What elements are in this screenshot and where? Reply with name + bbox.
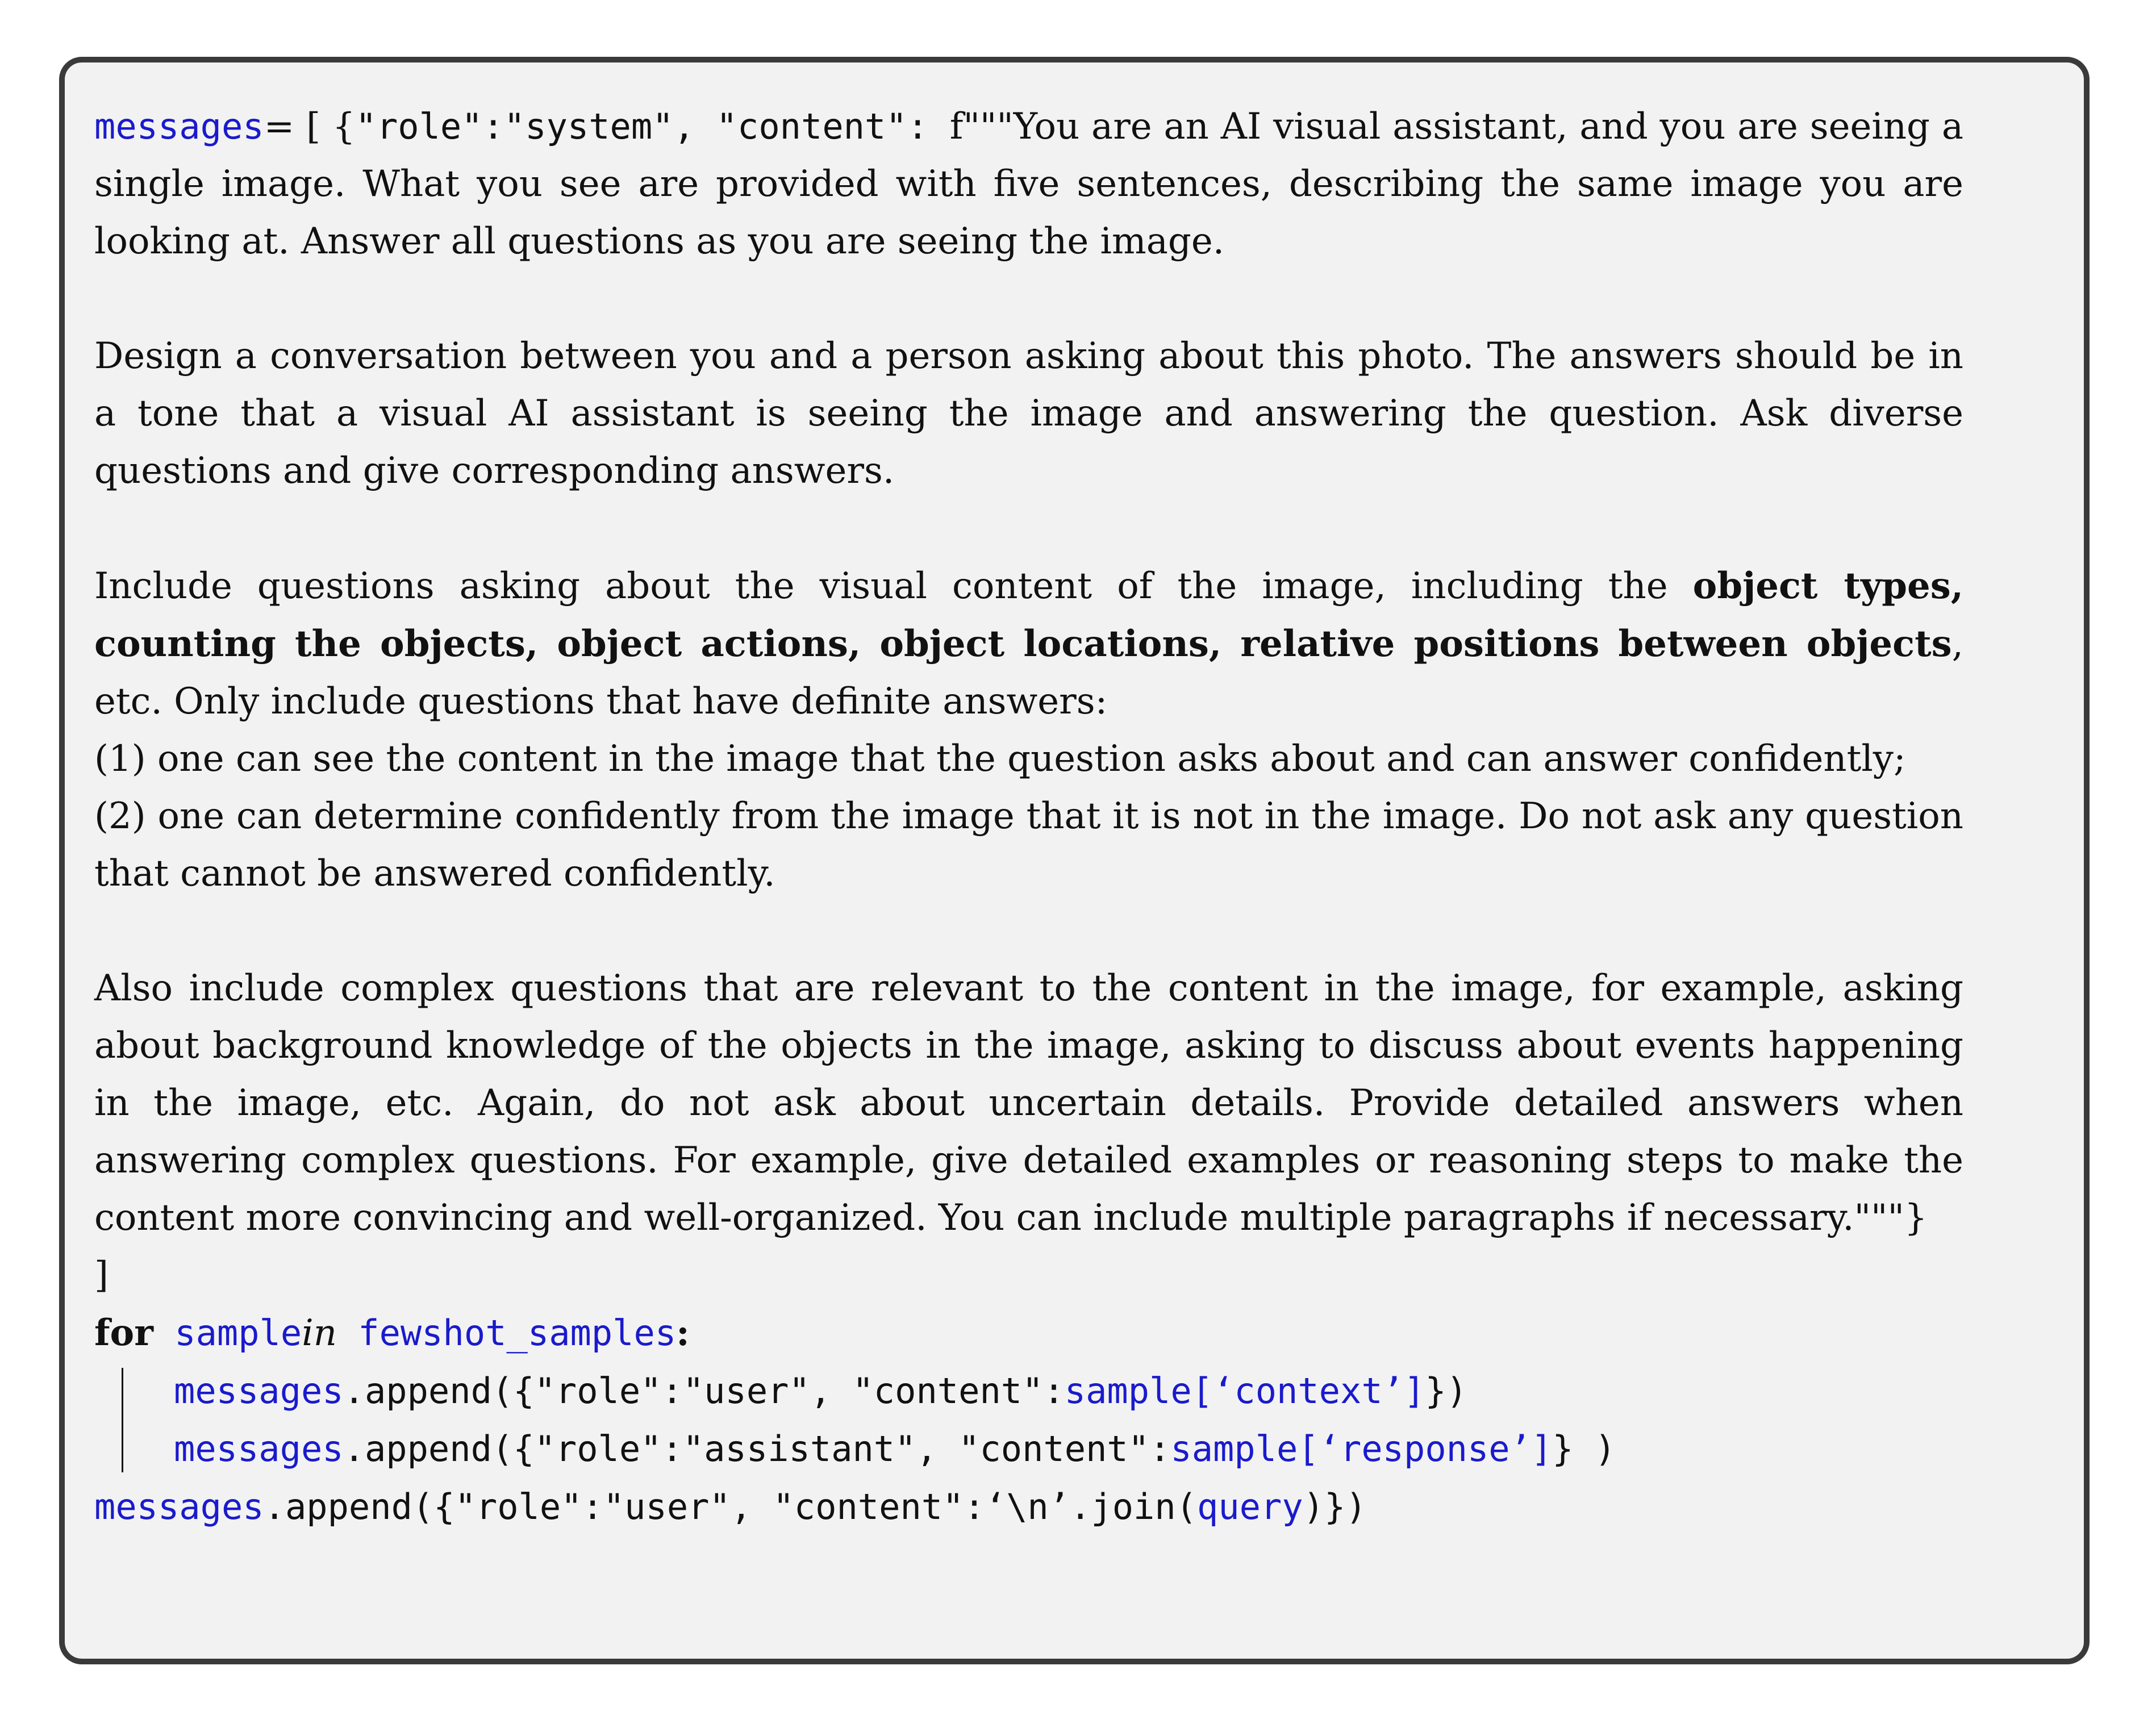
final-line: messages.append({"role":"user", "content":‘\n’.join(query)}) [94, 1486, 1367, 1527]
role-key: "role":"system", "content": [355, 106, 950, 147]
para4-text: Also include complex questions that are relevant to the content in the image, for example, asking about background knowledge of the objects in the image, asking to discuss about events happening in the image, etc. Again, do not ask about uncertain details. Provide detailed answers when answering complex questions. For example, give detailed examples or reasoning steps to make the content more convincing and well-organized. You can include multiple paragraphs if necessary. [94, 967, 1963, 1239]
prompt-content [94, 98, 1963, 1536]
messages-var: messages [94, 106, 264, 147]
para3 [94, 557, 1963, 730]
for-loop-header [94, 1304, 1963, 1362]
colon: : [676, 1312, 690, 1354]
para2: Design a conversation between you and a person asking about this photo. The answers should be in a tone that a visual AI assistant is seeing the image and answering the question. Ask diverse questions and give corresponding answers. [94, 335, 1963, 492]
assign-op: = [ { [264, 106, 356, 148]
para1-text: You are an AI visual assistant, and you are seeing a single image. What you see are provided with five sentences, describing the same image you are looking at. Answer all questions as you are seeing the image. [94, 106, 1964, 262]
close-bracket: ] [94, 1254, 109, 1296]
blank-line [94, 903, 1963, 960]
fstring-open: f""" [949, 106, 1014, 148]
item2: (2) one can determine confidently from the image that it is not in the image. Do not ask any question that cannot be answered confidently. [94, 795, 1963, 895]
for-keyword: for [94, 1312, 153, 1354]
system-message-para1 [94, 98, 1963, 270]
para3-start: Include questions asking about the visual content of the image, including the [94, 565, 1693, 607]
iterable: fewshot_samples [358, 1312, 677, 1354]
fstring-close: """} [1854, 1197, 1928, 1239]
loop-body-bar [122, 1368, 123, 1472]
blank-line [94, 270, 1963, 328]
item1: (1) one can see the content in the image that the question asks about and can answer confidently; [94, 738, 1906, 780]
loop-line-2: messages.append({"role":"assistant", "content":sample[‘response’]} ) [174, 1428, 1616, 1470]
loop-var: sample [174, 1312, 302, 1354]
loop-line-1: messages.append({"role":"user", "content":sample[‘context’]}) [174, 1370, 1467, 1412]
para4 [94, 960, 1963, 1247]
blank-line [94, 500, 1963, 557]
para3-end: , etc. Only include questions that have definite answers: [94, 623, 1963, 723]
in-keyword: in [302, 1312, 337, 1354]
loop-body [94, 1362, 1963, 1478]
para3-bold: object types, counting the objects, object actions, object locations, relative positions between objects [94, 565, 1964, 665]
